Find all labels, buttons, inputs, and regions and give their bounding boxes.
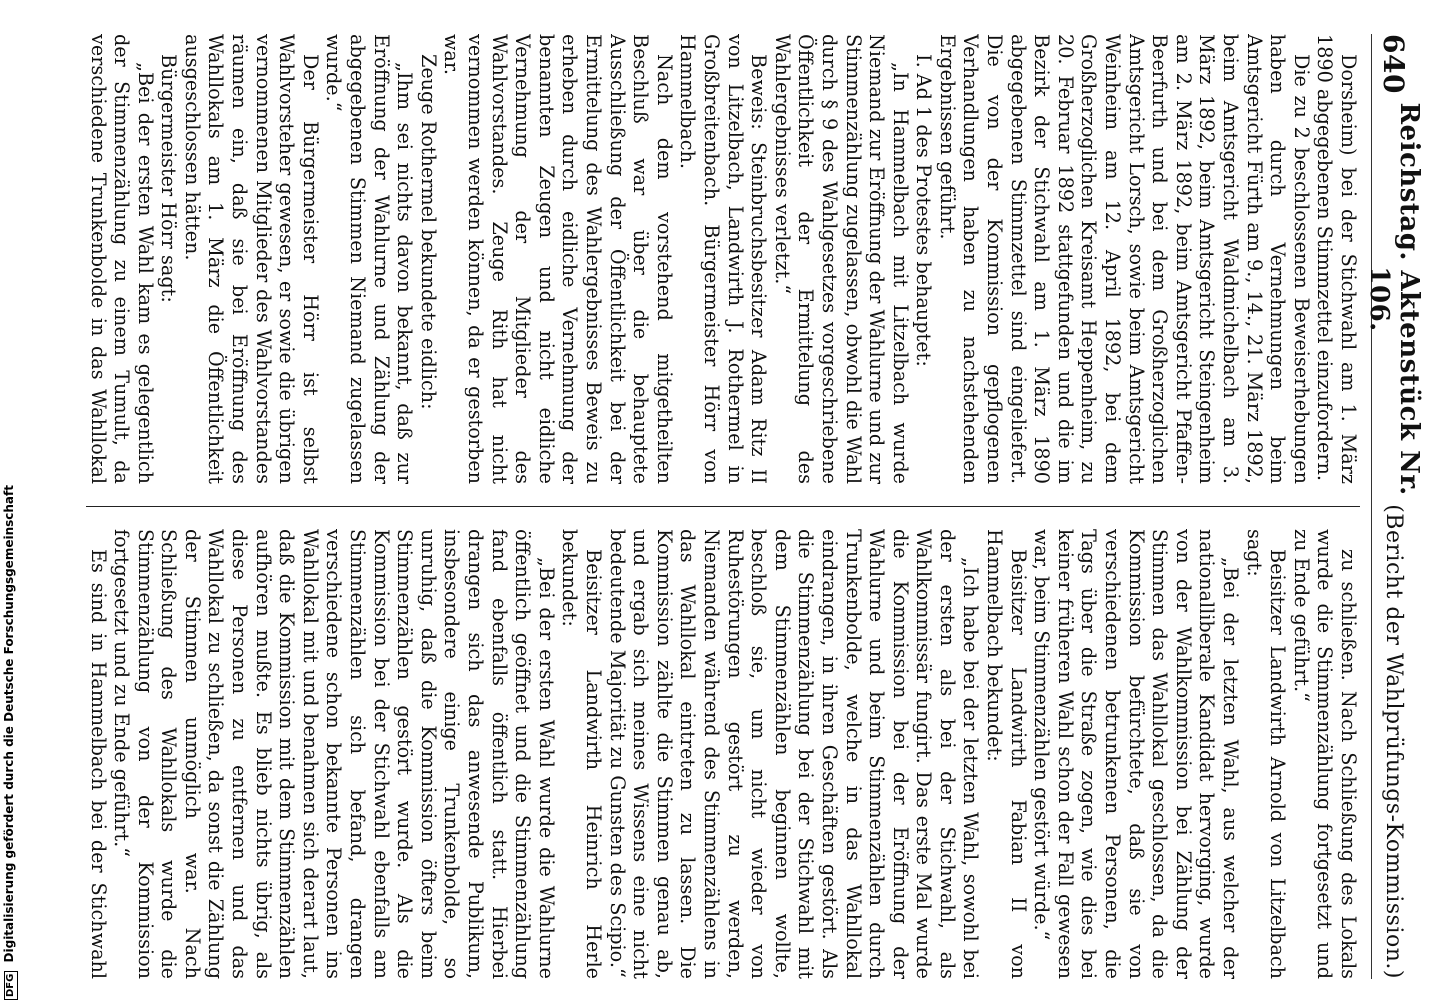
paragraph: Nach dem vorstehend mitgetheilten Beschluß war über die behauptete Ausschließung der Öffentlichkeit bei der Ermittelung des Wahlergebnisses Beweis zu erheben durch eidliche Vernehmung der benannten Zeugen und nicht eidliche Vernehmung der Mitglieder des Wahlvorstandes. Zeuge Rith hat nicht vernommen werden können, da er gestorben war. — [440, 34, 676, 484]
left-column — [86, 34, 1360, 484]
quoted-testimony: „Bei der ersten Wahl kam es gelegentlich der Stimmenzählung zu einem Tumult, da verschiedene Trunkenbolde in das Wahllokal — [86, 34, 157, 484]
paragraph: Der Bürgermeister Hörr ist selbst Wahlvorsteher gewesen, er sowie die übrigen vernommenen Mitglieder des Wahlvorstandes räumen ein, daß sie bei Eröffnung des Wahllokals am 1. März die Öffentlichkeit ausgeschlossen hätten. — [180, 34, 322, 484]
paragraph: Beisitzer Landwirth Arnold von Litzelbach sagt: — [1242, 529, 1290, 979]
quoted-testimony: „Ich habe bei der letzten Wahl, sowohl bei der ersten als bei der Stichwahl, als Wahlkommissär fungirt. Das erste Mal wurde die Kommission bei der Eröffnung der Wahlurne und beim Stimmenzählen durch Trunkenbolde, welche in das Wahllokal eindrangen, in ihren Geschäften gestört. Als die Stimmenzählung bei der Stichwahl mit dem Stimmenzählen beginnen wollte, beschloß sie, um nicht wieder von Ruhestörungen gestört zu werden, Niemanden während des Stimmenzählens in das Wahllokal eintreten zu lassen. Die Kommission zählte die Stimmen genau ab, und ergab sich meines Wissens eine nicht bedeutende Majorität zu Gunsten des Scipio.“ — [605, 529, 983, 979]
quoted-testimony: „Bei der ersten Wahl wurde die Wahlurne öffentlich geöffnet und die Stimmenzählung fand ebenfalls öffentlich statt. Hierbei drangen sich das anwesende Publikum, insbesondere einige Trunkenbolde, so unruhig, daß die Kommission öfters beim Stimmenzählen gestört wurde. Als die Kommission bei der Stichwahl ebenfalls am Stimmenzählen sich befand, drangen verschiedene schon bekannte Personen ins Wahllokal mit und benahmen sich derart laut, daß die Kommission mit dem Stimmenzählen aufhören mußte. Es blieb nichts übrig, als diese Personen zu entfernen und das Wahllokal zu schließen, da sonst die Zählung der Stimmen unmöglich war. Nach Schließung des Wahllokals wurde die Stimmenzählung von der Kommission fortgesetzt und zu Ende geführt.“ — [110, 529, 558, 979]
paragraph: Dorsheim) bei der Stichwahl am 1. März 1890 abgegebenen Stimmzettel einzufordern. — [1313, 34, 1360, 484]
paragraph: Beisitzer Landwirth Fabian II von Hammelbach bekundet: — [983, 529, 1030, 979]
column-divider — [86, 506, 1360, 507]
quoted-testimony: „Ihm sei nichts davon bekannt, daß zur Eröffnung der Wahlurne und Zählung der abgegebenen Stimmen Niemand zugelassen wurde.“ — [322, 34, 417, 484]
page-header — [1364, 34, 1424, 979]
page-heading: Reichstag. Aktenstück Nr. 106. — [1364, 102, 1424, 496]
quoted-testimony: „Bei der letzten Wahl, aus welcher der nationalliberale Kandidat hervorging, wurde von der Wahlkommission bei Zählung der Stimmen das Wahllokal geschlossen, da die Kommission befürchtete, daß sie von verschiedenen betrunkenen Personen, die Tags über die Straße zogen, wie dies bei keiner früheren Wahl schon der Fall gewesen war, beim Stimmenzählen gestört würde.“ — [1030, 529, 1243, 979]
paragraph: zu schließen. Nach Schließung des Lokals wurde die Stimmenzählung fortgesetzt und zu Ende geführt.“ — [1289, 529, 1360, 979]
paragraph: Es sind in Hammelbach bei der Stichwahl — [86, 549, 110, 979]
text-columns — [86, 34, 1360, 979]
paragraph: I. Ad 1 des Protestes behauptet: — [912, 54, 936, 367]
paragraph: Die zu 2 beschlossenen Beweiserhebungen haben durch Vernehmungen beim Amtsgericht Fürth am 9., 14., 21. März 1892, beim Amtsgericht Waldmichelbach am 3. März 1892, beim Amtsgericht Steingenheim am 2. März 1892, beim Amtsgericht Pfaffen-Beerfurth und bei dem Großherzoglichen Amtsgericht Lorsch, sowie beim Amtsgericht Weinheim am 12. April 1892, bei dem Großherzoglichen Kreisamt Heppenheim, zu 20. Februar 1892 stattgefunden und die im Bezirk der Stichwahl am 1. März 1890 abgegebenen Stimmzettel sind eingeliefert. Die von der Kommission gepflogenen Verhandlungen haben zu nachstehenden Ergebnissen geführt. — [935, 34, 1313, 484]
digitization-credit-text: Digitalisierung gefördert durch die Deutsche Forschungsgemeinschaft — [2, 485, 16, 963]
page-number: 640 — [1377, 34, 1411, 94]
scanned-page — [86, 34, 1424, 979]
paragraph: Zeuge Rothermel bekundete eidlich: — [416, 54, 440, 410]
digitization-credit — [2, 485, 18, 1000]
dfg-logo-icon: DFG — [4, 971, 18, 1000]
paragraph: Beweis: Steinbruchsbesitzer Adam Ritz II von Litzelbach, Landwirth J. Rothermel in Großbreitenbach. Bürgermeister Hörr von Hammelbach. — [676, 34, 771, 484]
page-subheading: (Bericht der Wahlprüfungs-Kommission.) — [1381, 504, 1407, 979]
right-column — [86, 529, 1360, 979]
paragraph: Beisitzer Landwirth Heinrich Herle bekundet: — [558, 529, 605, 979]
quoted-testimony: „In Hammelbach mit Litzelbach wurde Niemand zur Eröffnung der Wahlurne und zur Stimmenzählung zugelassen, obwohl die Wahl durch § 9 des Wahlgesetzes vorgeschriebene Öffentlichkeit der Ermittelung des Wahlergebnisses verletzt.“ — [770, 34, 912, 484]
paragraph: Bürgermeister Hörr sagt: — [157, 54, 181, 303]
